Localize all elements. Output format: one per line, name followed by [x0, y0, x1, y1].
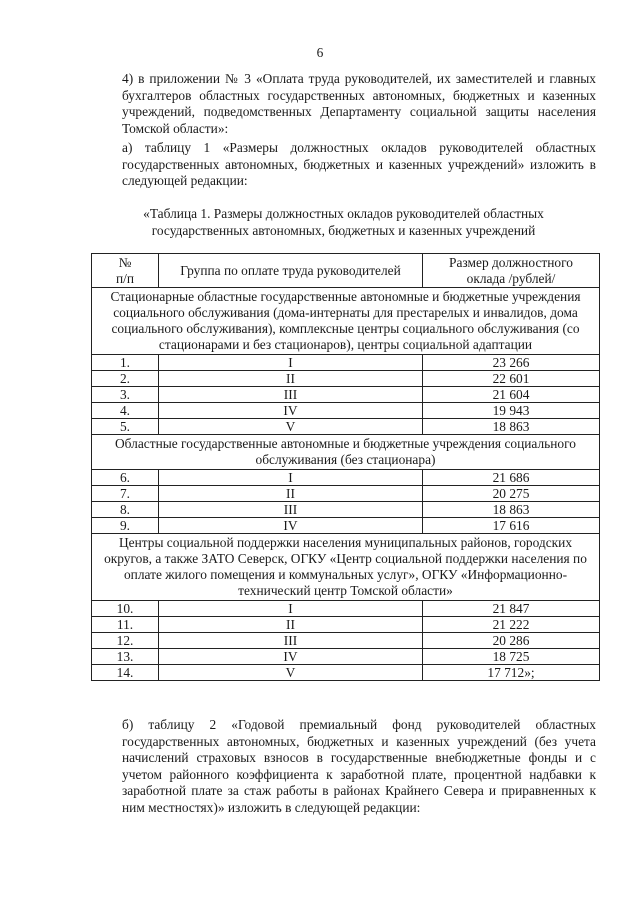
cell-salary: 21 222: [423, 617, 600, 633]
paragraph-appendix-3: [91, 71, 596, 137]
cell-number: 12.: [92, 633, 159, 649]
cell-group: II: [159, 486, 423, 502]
table-row: [92, 371, 600, 387]
cell-number: 10.: [92, 601, 159, 617]
section-row: [92, 288, 600, 355]
cell-group: V: [159, 419, 423, 435]
paragraph-text: 4) в приложении № 3 «Оплата труда руководителей, их заместителей и главных бухгалтеров областных государственных автономных, бюджетных и казенных учреждений, подведомственных Департаменту социальной защиты населения Томской области»:: [122, 71, 596, 136]
cell-number: 9.: [92, 518, 159, 534]
cell-salary: 18 863: [423, 502, 600, 518]
header-salary-line: Размер должностного: [449, 254, 573, 270]
cell-salary: 21 686: [423, 470, 600, 486]
cell-group: IV: [159, 518, 423, 534]
header-salary-line: оклада /рублей/: [466, 270, 556, 286]
table-row: [92, 601, 600, 617]
table-row: [92, 486, 600, 502]
table-row: [92, 502, 600, 518]
page-number: 6: [316, 45, 324, 60]
header-salary: [423, 254, 600, 288]
table-header-row: [92, 254, 600, 288]
table-row: [92, 617, 600, 633]
paragraph-table-1-intro: [91, 140, 596, 190]
table-row: [92, 403, 600, 419]
table-title: [91, 206, 596, 239]
cell-group: III: [159, 387, 423, 403]
section-title: Центры социальной поддержки населения муниципальных районов, городских округов, а также ЗАТО Северск, ОГКУ «Центр социальной поддержки населения по оплате жилого помещения и коммунальных услуг», ОГКУ «Информационно-технический центр Томской области»: [92, 534, 600, 601]
cell-group: IV: [159, 649, 423, 665]
paragraph-table-2-intro: [91, 717, 596, 817]
cell-number: 14.: [92, 665, 159, 681]
cell-group: III: [159, 633, 423, 649]
cell-salary: 22 601: [423, 371, 600, 387]
table-title-line: «Таблица 1. Размеры должностных окладов руководителей областных: [143, 206, 544, 221]
cell-salary: 17 712»;: [423, 665, 600, 681]
table-title-line: государственных автономных, бюджетных и казенных учреждений: [151, 222, 536, 238]
cell-group: II: [159, 371, 423, 387]
section-title: Стационарные областные государственные автономные и бюджетные учреждения социального обслуживания (дома-интернаты для престарелых и инвалидов, дома социального обслуживания), комплексные центры социального обслуживания (со стационарами и без стационаров), центры социальной адаптации: [92, 288, 600, 355]
cell-group: I: [159, 601, 423, 617]
cell-salary: 17 616: [423, 518, 600, 534]
cell-group: V: [159, 665, 423, 681]
cell-number: 13.: [92, 649, 159, 665]
cell-group: IV: [159, 403, 423, 419]
cell-salary: 18 725: [423, 649, 600, 665]
cell-number: 1.: [92, 355, 159, 371]
table-row: [92, 633, 600, 649]
table-row: [92, 355, 600, 371]
cell-salary: 20 275: [423, 486, 600, 502]
table-row: [92, 387, 600, 403]
salary-table: [91, 253, 600, 681]
header-number-line: п/п: [115, 270, 135, 286]
table-row: [92, 649, 600, 665]
cell-salary: 23 266: [423, 355, 600, 371]
cell-number: 11.: [92, 617, 159, 633]
cell-group: II: [159, 617, 423, 633]
cell-group: III: [159, 502, 423, 518]
table-row: [92, 665, 600, 681]
cell-salary: 19 943: [423, 403, 600, 419]
cell-number: 4.: [92, 403, 159, 419]
paragraph-text: а) таблицу 1 «Размеры должностных окладов руководителей областных государственных автономных, бюджетных и казенных учреждений» изложить в следующей редакции:: [122, 140, 596, 189]
cell-salary: 18 863: [423, 419, 600, 435]
header-group: Группа по оплате труда руководителей: [159, 254, 423, 288]
paragraph-text: б) таблицу 2 «Годовой премиальный фонд руководителей областных государственных автономных, бюджетных и казенных учреждений (без учета начислений страховых взносов в государственные внебюджетные фонды и с учетом районного коэффициента к заработной плате, процентной надбавки к заработной плате за стаж работы в районах Крайнего Севера и приравненных к ним местностях)» изложить в следующей редакции:: [122, 717, 596, 815]
table-row: [92, 518, 600, 534]
section-row: [92, 534, 600, 601]
cell-number: 7.: [92, 486, 159, 502]
cell-number: 8.: [92, 502, 159, 518]
cell-group: I: [159, 470, 423, 486]
cell-number: 6.: [92, 470, 159, 486]
cell-group: I: [159, 355, 423, 371]
cell-salary: 21 604: [423, 387, 600, 403]
section-row: [92, 435, 600, 470]
cell-salary: 20 286: [423, 633, 600, 649]
header-number: [92, 254, 159, 288]
cell-salary: 21 847: [423, 601, 600, 617]
table-row: [92, 419, 600, 435]
table-row: [92, 470, 600, 486]
cell-number: 3.: [92, 387, 159, 403]
section-title: Областные государственные автономные и бюджетные учреждения социального обслуживания (без стационара): [92, 435, 600, 470]
header-number-line: №: [118, 254, 132, 270]
cell-number: 5.: [92, 419, 159, 435]
cell-number: 2.: [92, 371, 159, 387]
